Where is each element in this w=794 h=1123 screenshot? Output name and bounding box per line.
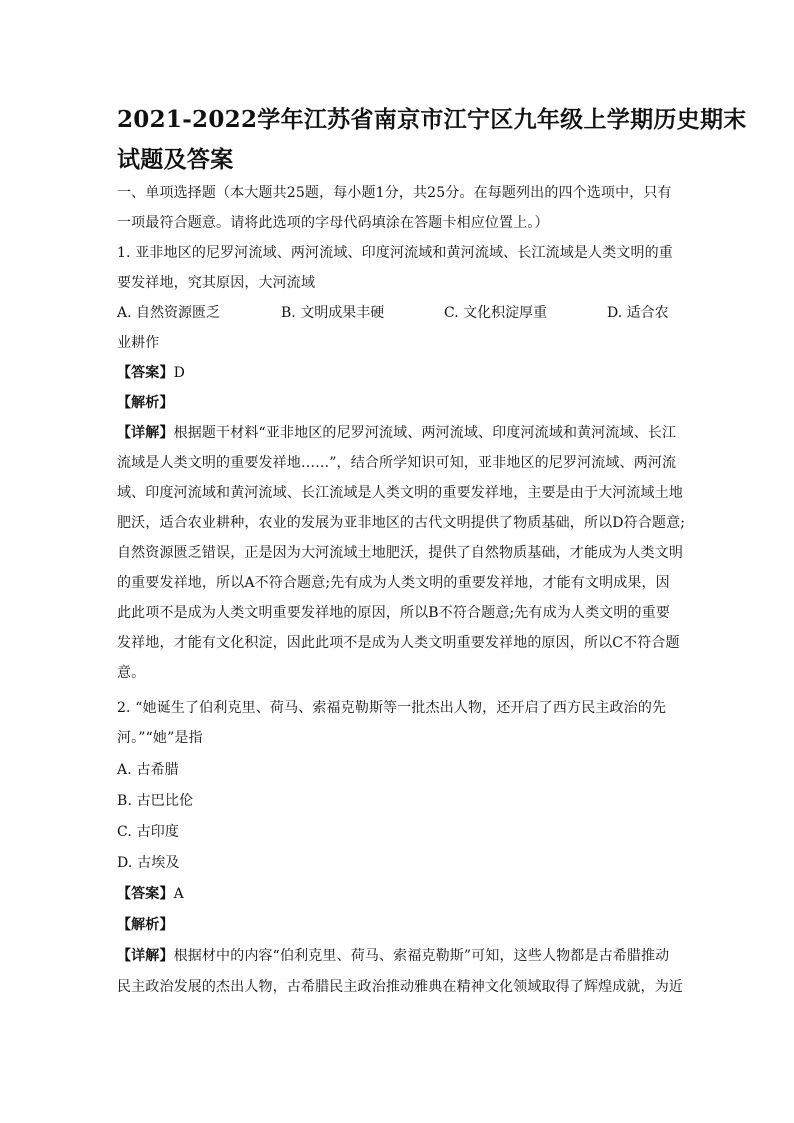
q1-stem-line-2: 要发祥地，究其原因，大河流域 (117, 275, 316, 291)
q2-analysis-label: 【解析】 (117, 917, 174, 933)
q1-detail-line-3: 域、印度河流域和黄河流域、长江流域是人类文明的重要发祥地，主要是由于大河流域土地 (117, 485, 683, 501)
section-intro-line-1: 一、单项选择题（本大题共25题，每小题1分，共25分。在每题列出的四个选项中，只有 (117, 185, 672, 201)
q2-answer-value: A (173, 886, 184, 902)
q2-option-d: D. 古埃及 (117, 855, 180, 871)
q1-stem-line-1: 1. 亚非地区的尼罗河流域、两河流域、印度河流域和黄河流域、长江流域是人类文明的重 (117, 245, 673, 261)
section-intro-line-2: 一项最符合题意。请将此选项的字母代码填涂在答题卡相应位置上。） (117, 215, 549, 231)
document-title-line-2: 试题及答案 (117, 146, 234, 173)
q1-detail-line-5: 自然资源匮乏错误，正是因为大河流域土地肥沃，提供了自然物质基础，才能成为人类文明 (117, 545, 683, 561)
q1-detail-line-7: 此此项不是成为人类文明重要发祥地的原因，所以B不符合题意;先有成为人类文明的重要 (117, 605, 671, 621)
q1-option-d: D. 适合农 (607, 305, 669, 321)
q2-answer-label: 【答案】 (117, 886, 174, 902)
q1-answer (117, 363, 685, 383)
q2-detail-line-2: 民主政治发展的杰出人物，古希腊民主政治推动雅典在精神文化领域取得了辉煌成就，为近 (117, 979, 683, 995)
document-title-line-1: 2021-2022学年江苏省南京市江宁区九年级上学期历史期末 (117, 106, 747, 133)
q1-detail-line-8: 发祥地，才能有文化积淀，因此此项不是成为人类文明重要发祥地的原因，所以C不符合题 (117, 635, 680, 651)
q1-answer-label: 【答案】 (117, 365, 174, 381)
q2-stem-line-2: 河。”“她”是指 (117, 730, 203, 746)
q1-detail-label: 【详解】 (117, 425, 174, 441)
q2-detail-text-1: 根据材中的内容“伯利克里、荷马、索福克勒斯”可知，这些人物都是古希腊推动 (173, 948, 670, 964)
q1-detail-line-6: 的重要发祥地，所以A不符合题意;先有成为人类文明的重要发祥地，才能有文明成果，因 (117, 575, 670, 591)
q2-option-b: B. 古巴比伦 (117, 793, 194, 809)
q2-detail-line-1 (117, 946, 685, 966)
q1-detail-text-1: 根据题干材料“亚非地区的尼罗河流域、两河流域、印度河流域和黄河流域、长江 (173, 425, 677, 441)
q1-option-b: B. 文明成果丰硬 (281, 305, 385, 321)
q1-analysis-label: 【解析】 (117, 395, 174, 411)
q2-stem-line-1: 2. “她诞生了伯利克里、荷马、索福克勒斯等一批杰出人物，还开启了西方民主政治的先 (117, 700, 667, 716)
q1-option-a: A. 自然资源匮乏 (117, 305, 221, 321)
q2-answer (117, 884, 685, 904)
q1-detail-line-1 (117, 423, 685, 443)
q2-detail-label: 【详解】 (117, 948, 174, 964)
q2-option-a: A. 古希腊 (117, 762, 179, 778)
q1-option-d-continuation: 业耕作 (117, 335, 160, 351)
q1-detail-line-4: 肥沃，适合农业耕种，农业的发展为亚非地区的古代文明提供了物质基础，所以D符合题意; (117, 515, 685, 531)
q1-detail-line-9: 意。 (117, 665, 146, 681)
q1-answer-value: D (173, 365, 185, 381)
q2-option-c: C. 古印度 (117, 824, 180, 840)
q1-detail-line-2: 流域是人类文明的重要发祥地……”，结合所学知识可知，亚非地区的尼罗河流域、两河流 (117, 455, 677, 471)
q1-option-c: C. 文化积淀厚重 (444, 305, 548, 321)
